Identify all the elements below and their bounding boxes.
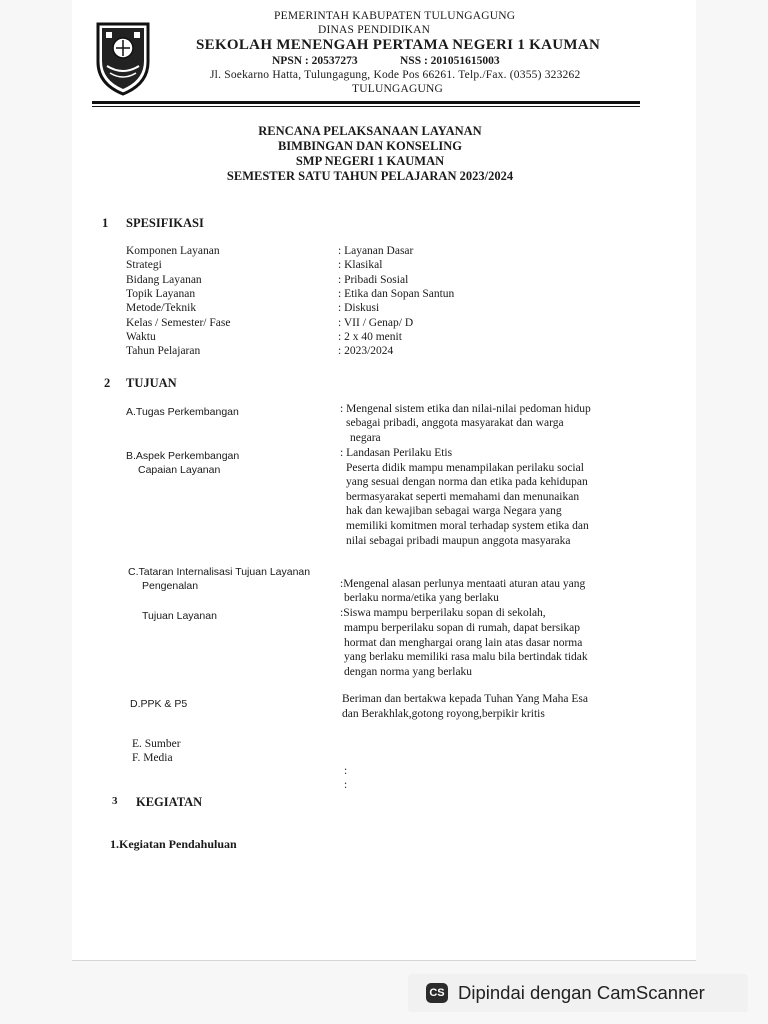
tataran-internalisasi-label: C.Tataran Internalisasi Tujuan Layanan <box>128 566 311 578</box>
spec-value: : VII / Genap/ D <box>338 317 414 329</box>
tujuan-layanan-text: :Siswa mampu berperilaku sopan di sekolah, <box>340 607 546 619</box>
regency-crest-logo <box>92 18 154 96</box>
spec-value: : Klasikal <box>338 259 383 271</box>
section-number: 1 <box>102 216 109 230</box>
letterhead-npsn: NPSN : 20537273 <box>272 55 358 67</box>
doc-title-line4: SEMESTER SATU TAHUN PELAJARAN 2023/2024 <box>226 169 514 183</box>
spec-value: : Layanan Dasar <box>338 245 414 257</box>
pengenalan-text: :Mengenal alasan perlunya mentaati aturan atau yang <box>340 578 586 590</box>
ppk-p5-text: Beriman dan bertakwa kepada Tuhan Yang Maha Esa <box>342 693 588 705</box>
spec-value: : 2023/2024 <box>338 345 394 357</box>
capaian-text: yang sesuai dengan norma dan etika pada kehidupan <box>346 476 588 488</box>
letterhead-government: PEMERINTAH KABUPATEN TULUNGAGUNG <box>274 10 516 22</box>
media-value: : <box>344 779 348 791</box>
spec-label: Bidang Layanan <box>126 274 202 286</box>
tujuan-layanan-text: yang berlaku memiliki rasa malu bila bertindak tidak <box>344 651 588 663</box>
camscanner-watermark <box>408 974 748 1012</box>
capaian-layanan-label: Capaian Layanan <box>138 464 221 476</box>
letterhead-divider-thick <box>92 101 640 104</box>
spec-label: Komponen Layanan <box>126 245 220 257</box>
spec-label: Metode/Teknik <box>126 302 197 314</box>
letterhead-address: Jl. Soekarno Hatta, Tulungagung, Kode Pos 66261. Telp./Fax. (0355) 323262 <box>210 69 581 81</box>
tujuan-layanan-text: mampu berperilaku sopan di rumah, dapat bersikap <box>344 622 580 634</box>
capaian-text: bermasyarakat seperti memahami dan menunaikan <box>346 491 580 503</box>
ppk-p5-text: dan Berakhlak,gotong royong,berpikir kritis <box>342 708 545 720</box>
letterhead-school-name: SEKOLAH MENENGAH PERTAMA NEGERI 1 KAUMAN <box>196 37 601 53</box>
capaian-text: hak dan kewajiban sebagai warga Negara yang <box>346 505 562 517</box>
spec-label: Waktu <box>126 331 156 343</box>
spec-label: Tahun Pelajaran <box>126 345 201 357</box>
letterhead-nss: NSS : 201051615003 <box>400 55 500 67</box>
pengenalan-text: berlaku norma/etika yang berlaku <box>344 592 499 604</box>
section-title-tujuan: TUJUAN <box>126 376 177 390</box>
section-title-kegiatan: KEGIATAN <box>136 795 203 809</box>
spec-value: : Pribadi Sosial <box>338 274 409 286</box>
pengenalan-label: Pengenalan <box>142 580 199 592</box>
letterhead-divider-thin <box>92 106 640 107</box>
spec-value: : Diskusi <box>338 302 380 314</box>
doc-title-line3: SMP NEGERI 1 KAUMAN <box>295 154 445 168</box>
spec-label: Strategi <box>126 259 162 271</box>
media-label: F. Media <box>132 752 173 764</box>
spec-value: : Etika dan Sopan Santun <box>338 288 455 300</box>
tujuan-layanan-text: dengan norma yang berlaku <box>344 666 473 678</box>
section-number: 2 <box>104 376 111 390</box>
kegiatan-pendahuluan-heading: 1.Kegiatan Pendahuluan <box>110 837 237 851</box>
tujuan-layanan-text: hormat dan menghargai orang lain atas dasar norma <box>344 637 583 649</box>
section-title-spesifikasi: SPESIFIKASI <box>126 216 204 230</box>
aspek-perkembangan-label: B.Aspek Perkembangan <box>126 450 240 462</box>
spec-value: : 2 x 40 menit <box>338 331 402 343</box>
doc-title-line2: BIMBINGAN DAN KONSELING <box>277 139 463 153</box>
capaian-text: memiliki komitmen moral terhadap system etika dan <box>346 520 589 532</box>
spec-label: Kelas / Semester/ Fase <box>126 317 231 329</box>
sumber-value: : <box>344 765 348 777</box>
tugas-perkembangan-text: : Mengenal sistem etika dan nilai-nilai pedoman hidup <box>340 403 591 415</box>
doc-title-line1: RENCANA PELAKSANAAN LAYANAN <box>258 124 482 138</box>
tugas-perkembangan-text: negara <box>350 432 381 444</box>
tugas-perkembangan-text: sebagai pribadi, anggota masyarakat dan warga <box>346 417 564 429</box>
page-bottom-edge <box>72 960 696 961</box>
letterhead-city: TULUNGAGUNG <box>352 83 443 95</box>
camscanner-icon: CS <box>426 983 448 1003</box>
tugas-perkembangan-label: A.Tugas Perkembangan <box>126 406 239 418</box>
camscanner-text: Dipindai dengan CamScanner <box>458 982 705 1003</box>
capaian-text: nilai sebagai pribadi maupun anggota masyaraka <box>346 535 571 547</box>
capaian-text: : Landasan Perilaku Etis <box>340 447 453 459</box>
capaian-text: Peserta didik mampu menampilakan perilaku social <box>346 462 584 474</box>
ppk-p5-label: D.PPK & P5 <box>130 698 188 710</box>
letterhead-department: DINAS PENDIDIKAN <box>318 24 431 36</box>
sumber-label: E. Sumber <box>132 738 181 750</box>
section-number: 3 <box>112 795 118 807</box>
spec-label: Topik Layanan <box>126 288 196 300</box>
tujuan-layanan-label: Tujuan Layanan <box>142 610 217 622</box>
